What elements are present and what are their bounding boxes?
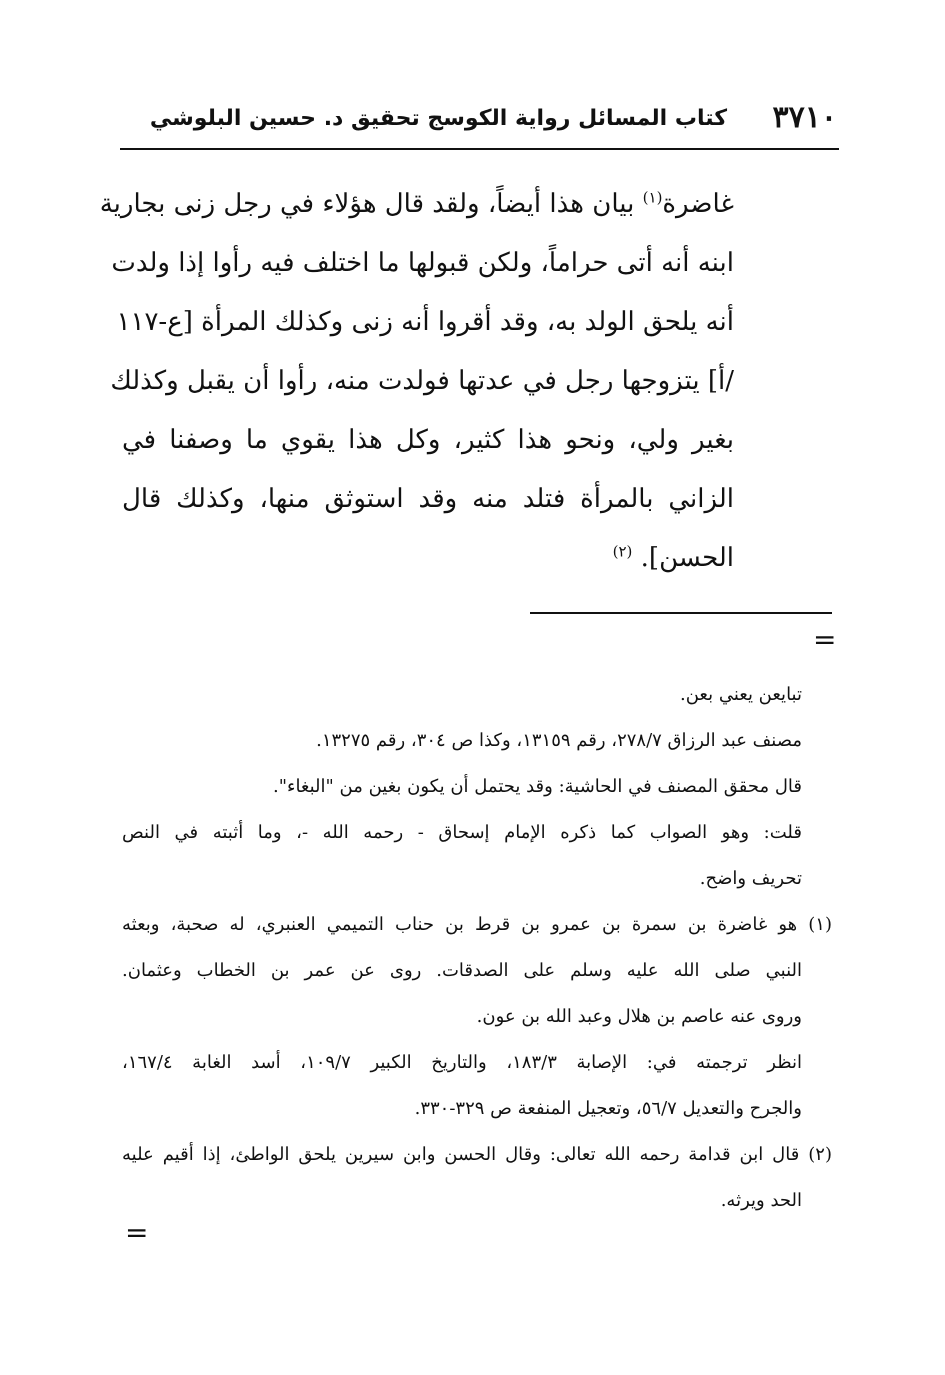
running-title: كتاب المسائل رواية الكوسج تحقيق د. حسين البلوشي xyxy=(149,106,727,131)
footnote-1-line-2: النبي صلى الله عليه وسلم على الصدقات. روى عن عمر بن الخطاب وعثمان. xyxy=(122,960,802,981)
page-number: ٣٧١٠ xyxy=(772,100,837,135)
footnote-ref-1: (١) xyxy=(642,188,663,207)
main-line-3: أنه يلحق الولد به، وقد أقروا أنه زنى وكذلك المرأة [ع-١١٧ xyxy=(116,307,734,337)
footnote-cont-line-1: تبايعن يعني بعن. xyxy=(679,684,802,705)
continuation-marker: = xyxy=(813,623,837,656)
main-line-5: بغير ولي، ونحو هذا كثير، وكل هذا يقوي ما وصفنا في xyxy=(122,425,734,455)
footnote-2-line-2: الحد ويرثه. xyxy=(720,1190,802,1211)
main-text xyxy=(99,175,734,588)
footnote-1-line-3: وروى عنه عاصم بن هلال وعبد الله بن عون. xyxy=(476,1006,802,1027)
footnote-1-line-4: انظر ترجمته في: الإصابة ١٨٣/٣، والتاريخ الكبير ١٠٩/٧، أسد الغابة ١٦٧/٤، xyxy=(122,1052,802,1073)
footnote-cont-line-5: تحريف واضح. xyxy=(699,868,802,889)
main-line-2: ابنه أنه أتى حراماً، ولكن قبولها ما اختلف فيه رأوا إذا ولدت xyxy=(111,248,734,278)
footnote-2-line-1: (٢) قال ابن قدامة رحمه الله تعالى: وقال الحسن وابن سيرين يلحق الواطئ، إذا أقيم عليه xyxy=(122,1144,832,1165)
footnote-cont-line-4: قلت: وهو الصواب كما ذكره الإمام إسحاق - رحمه الله -، وما أثبته في النص xyxy=(122,822,802,843)
footnote-1-line-5: والجرح والتعديل ٥٦/٧، وتعجيل المنفعة ص ٣٢٩-٣٣٠. xyxy=(414,1098,802,1119)
main-line-6: الزاني بالمرأة فتلد منه وقد استوثق منها، وكذلك قال xyxy=(122,484,734,514)
main-line-4: /أ] يتزوجها رجل في عدتها فولدت منه، رأوا أن يقبل وكذلك xyxy=(110,366,734,396)
footnote-cont-line-2: مصنف عبد الرزاق ٢٧٨/٧، رقم ١٣١٥٩، وكذا ص ٣٠٤، رقم ١٣٢٧٥. xyxy=(316,730,802,751)
footnote-separator xyxy=(530,612,832,614)
footnote-cont-line-3: قال محقق المصنف في الحاشية: وقد يحتمل أن يكون بغين من "البغاء". xyxy=(272,776,802,797)
end-continuation-marker: = xyxy=(125,1216,149,1249)
footnote-1-line-1: (١) هو غاضرة بن سمرة بن عمرو بن قرط بن حناب التميمي العنبري، له صحبة، وبعثه xyxy=(122,914,832,935)
main-line-1: غاضرة$^{(١)}$ بيان هذا أيضاً، ولقد قال هؤلاء في رجل زنى بجارية xyxy=(99,188,734,219)
footnotes xyxy=(122,672,832,1224)
footnote-ref-2: (٢) xyxy=(612,542,633,561)
header-rule xyxy=(120,148,839,150)
main-line-7: الحسن]. $^{(٢)}$ xyxy=(612,542,734,573)
page-header xyxy=(122,100,837,140)
